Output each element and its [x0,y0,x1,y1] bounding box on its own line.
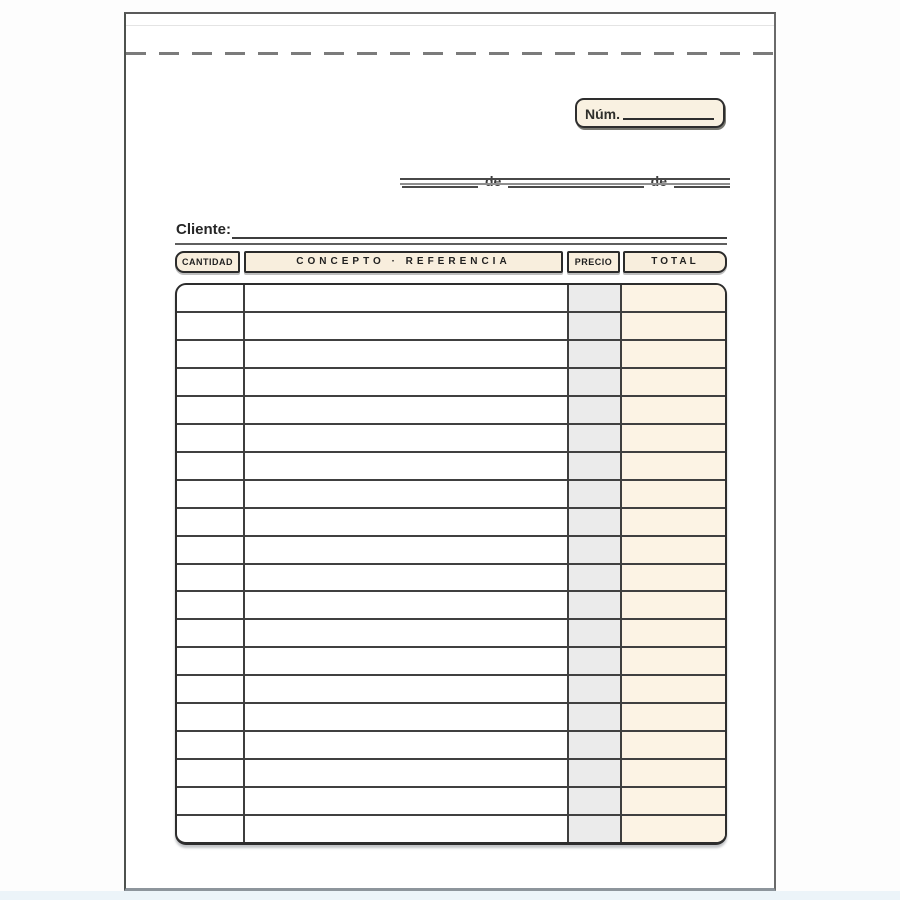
column-header-precio: PRECIO [567,251,620,273]
table-row[interactable] [177,313,725,341]
table-row[interactable] [177,676,725,704]
table-row[interactable] [177,509,725,537]
table-row[interactable] [177,425,725,453]
numero-label: Núm. [585,106,620,122]
table-row[interactable] [177,816,725,842]
precio-column-divider [567,285,569,842]
date-de-second: de [650,173,667,189]
table-row[interactable] [177,648,725,676]
line-items-table [175,283,727,845]
table-row[interactable] [177,341,725,369]
cliente-label: Cliente: [176,221,232,238]
table-row[interactable] [177,481,725,509]
table-row[interactable] [177,620,725,648]
cantidad-column-divider [243,285,245,842]
total-column-divider [620,285,622,842]
table-row[interactable] [177,369,725,397]
table-row[interactable] [177,760,725,788]
page-bottom-edge [0,891,900,900]
cliente-blank-line[interactable] [232,237,727,239]
column-header-cantidad: CANTIDAD [175,251,240,273]
table-row[interactable] [177,704,725,732]
table-row[interactable] [177,453,725,481]
date-de-first: de [485,173,502,189]
numero-blank-line[interactable] [623,110,714,120]
perforation-dashed-line [126,52,774,55]
date-double-rule [400,178,730,185]
column-header-total: TOTAL [623,251,727,273]
receipt-sheet [124,12,776,891]
cliente-underline-rule [175,243,727,245]
numero-field[interactable] [575,98,725,128]
top-fold-line [126,25,774,26]
table-row[interactable] [177,537,725,565]
table-row[interactable] [177,732,725,760]
column-header-concepto-referencia: CONCEPTO · REFERENCIA [244,251,563,273]
table-rows [177,285,725,842]
table-row[interactable] [177,592,725,620]
table-row[interactable] [177,285,725,313]
table-row[interactable] [177,788,725,816]
table-row[interactable] [177,397,725,425]
table-row[interactable] [177,565,725,593]
